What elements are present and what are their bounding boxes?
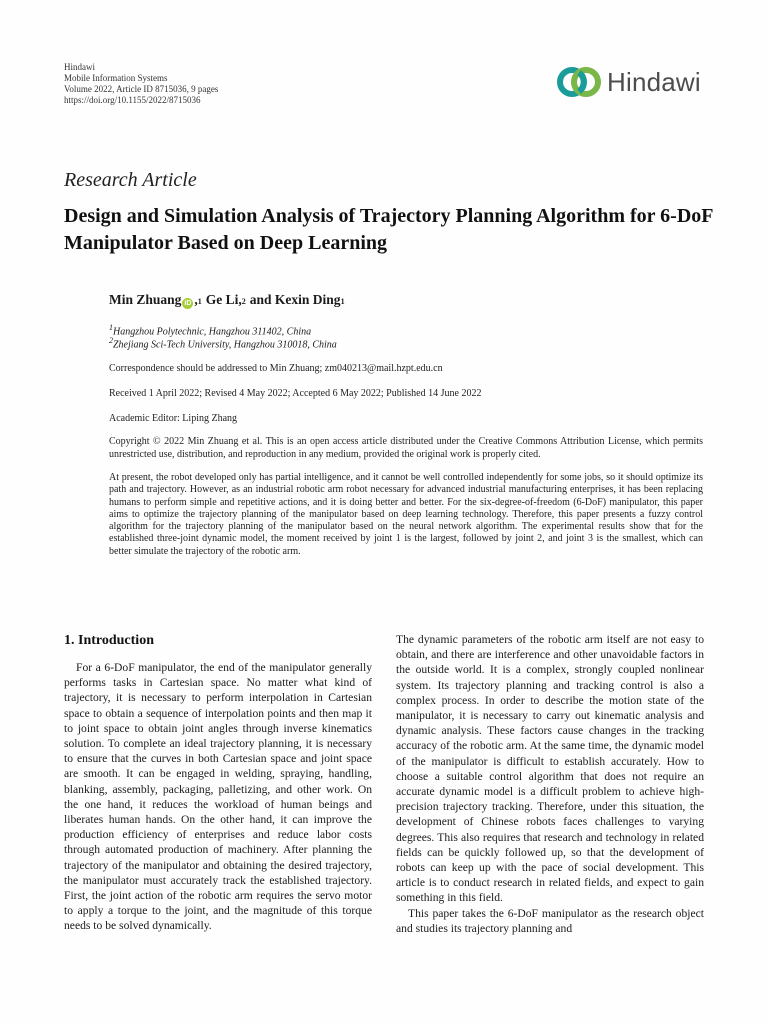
section-heading: 1. Introduction — [64, 633, 154, 648]
author-affiliation-sup: 2 — [241, 297, 246, 306]
affiliation — [109, 336, 337, 350]
doi-link[interactable]: https://doi.org/10.1155/2022/8715036 — [64, 95, 201, 105]
affiliation-text: Zhejiang Sci-Tech University, Hangzhou 310018, China — [113, 339, 337, 351]
paper-title: Design and Simulation Analysis of Trajectory Planning Algorithm for 6-DoF Manipulator Based on Deep Learning — [64, 205, 713, 254]
journal-info — [64, 62, 218, 106]
left-column — [64, 660, 372, 934]
affiliation-sup: 1 — [109, 323, 113, 332]
author-list — [109, 292, 345, 308]
paragraph: This paper takes the 6-DoF manipulator as the research object and studies its trajectory planning and — [396, 906, 704, 935]
correspondence: Correspondence should be addressed to Min Zhuang; zm040213@mail.hzpt.edu.cn — [109, 363, 443, 374]
hindawi-logo — [555, 62, 701, 102]
abstract: At present, the robot developed only has partial intelligence, and it cannot be well controlled independently for some jobs, so it should optimize its path and trajectory. However, as an industrial robotic arm robot necessary for advanced industrial manufacturing enterprises, it has been replacing humans to perform simple and repetitive actions, and it is doing better and better. For the six-degree-of-freedom (6-DoF) manipulator, this paper aims to optimize the trajectory planning of the manipulator based on deep learning technology. Therefore, this paper presents a fuzzy control algorithm for the trajectory planning of the manipulator based on the neural network algorithm. The experimental results show that for the established three-joint dynamic model, the moment received by joint 1 is the largest, followed by joint 2, and joint 3 is the smallest, which can better simulate the trajectory of the robotic arm. — [109, 472, 703, 557]
paragraph: The dynamic parameters of the robotic arm itself are not easy to obtain, and there are interference and other unavoidable factors in the outside world. It is a complex, strongly coupled nonlinear system. Its trajectory planning and tracking control is also a complex process. In order to describe the motion state of the manipulator, it is necessary to carry out kinematic analysis and dynamic analysis. These factors cause changes in the tracking accuracy of the robotic arm. At the same time, the dynamic model of the manipulator is difficult to establish accurately. How to choose a suitable control algorithm that does not require an accurate dynamic model is a difficult problem to achieve high-precision trajectory tracking. Therefore, under this situation, the development of Chinese robots faces challenges to varying degrees. This also requires that research and technology in related fields can be quickly followed up, so that the development of robots can keep up with the pace of social development. This article is to conduct research in related fields, and expect to gain something in this field. — [396, 633, 704, 905]
logo-text: Hindawi — [607, 66, 701, 97]
paragraph: For a 6-DoF manipulator, the end of the manipulator generally performs tasks in Cartesian space. No matter what kind of trajectory, it is necessary to perform interpolation in Cartesian space to obtain a sequence of interpolation points and then map it to joint space to obtain joint angles through inverse kinematics solution. To complete an ideal trajectory planning, it is necessary to ensure that the curves in both Cartesian space and joint space are smooth. It can be engaged in welding, spraying, handling, blanking, assembly, packaging, palletizing, and other work. On the one hand, it reduces the workload of human beings and liberates human hands. On the other hand, it can improve the production efficiency of enterprises and reduce labor costs through automated production of machinery. After planning the trajectory of the manipulator and obtaining the desired trajectory, the manipulator must accurately track the established trajectory. First, the joint action of the robotic arm requires the servo motor to apply a torque to the joint, and the magnitude of this torque needs to be solved dynamically. — [64, 661, 372, 933]
author-separator: , — [194, 292, 198, 307]
author-affiliation-sup: 1 — [197, 297, 202, 306]
academic-editor: Academic Editor: Liping Zhang — [109, 413, 238, 424]
affiliation-sup: 2 — [109, 336, 113, 345]
author-name[interactable]: Min Zhuang — [109, 292, 182, 307]
journal-name: Mobile Information Systems — [64, 73, 168, 83]
article-type: Research Article — [64, 169, 197, 191]
volume-line: Volume 2022, Article ID 8715036, 9 pages — [64, 84, 219, 94]
author-name[interactable]: Ge Li, — [205, 292, 242, 307]
affiliation-text: Hangzhou Polytechnic, Hangzhou 311402, China — [113, 326, 312, 338]
publication-dates: Received 1 April 2022; Revised 4 May 2022; Accepted 6 May 2022; Published 14 June 2022 — [109, 388, 482, 399]
orcid-icon[interactable]: iD — [184, 300, 192, 307]
author-name[interactable]: and Kexin Ding — [249, 292, 341, 307]
right-column — [396, 632, 704, 936]
publisher-name: Hindawi — [64, 62, 95, 72]
copyright-notice: Copyright © 2022 Min Zhuang et al. This is an open access article distributed under the Creative Commons Attribution License, which permits unrestricted use, distribution, and reproduction in any medium, provided the original work is properly cited. — [109, 436, 703, 460]
author-affiliation-sup: 1 — [340, 297, 345, 306]
hindawi-logo-icon — [555, 62, 603, 102]
